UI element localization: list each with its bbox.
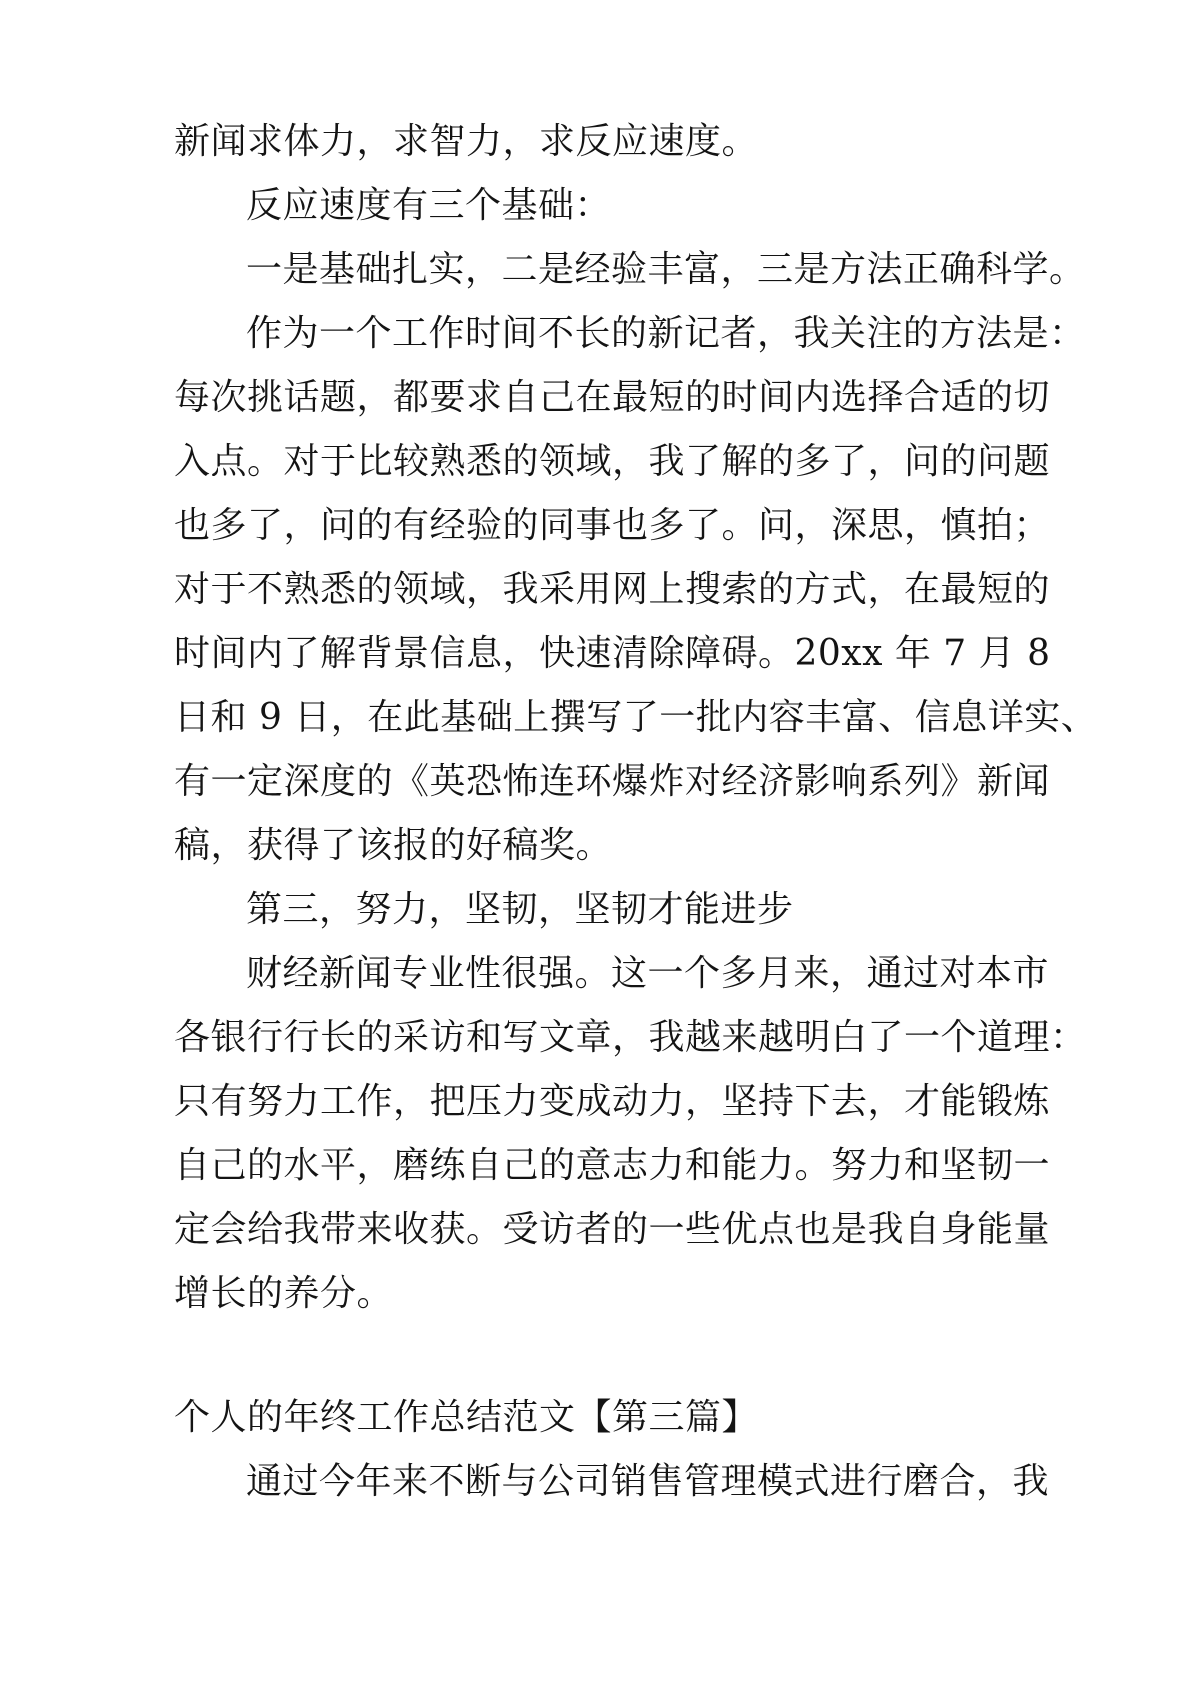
text-line: 反应速度有三个基础： bbox=[246, 185, 612, 226]
text-line: 各银行行长的采访和写文章，我越来越明白了一个道理： bbox=[174, 1017, 1087, 1058]
text-line: 时间内了解背景信息，快速清除障碍。20xx 年 7 月 8 bbox=[174, 633, 1051, 674]
text-line: 通过今年来不断与公司销售管理模式进行磨合，我 bbox=[246, 1461, 1050, 1502]
text-line: 对于不熟悉的领域，我采用网上搜索的方式，在最短的 bbox=[174, 569, 1051, 610]
text-line: 自己的水平，磨练自己的意志力和能力。努力和坚韧一 bbox=[174, 1145, 1051, 1186]
text-line: 入点。对于比较熟悉的领域，我了解的多了，问的问题 bbox=[174, 441, 1051, 482]
section-heading: 个人的年终工作总结范文【第三篇】 bbox=[174, 1397, 759, 1438]
text-line: 一是基础扎实，二是经验丰富，三是方法正确科学。 bbox=[246, 249, 1086, 290]
text-line: 日和 9 日，在此基础上撰写了一批内容丰富、信息详实、 bbox=[174, 697, 1098, 738]
text-line: 作为一个工作时间不长的新记者，我关注的方法是： bbox=[246, 313, 1086, 354]
text-line: 新闻求体力，求智力，求反应速度。 bbox=[174, 121, 759, 162]
text-line: 也多了，问的有经验的同事也多了。问，深思，慎拍； bbox=[174, 505, 1051, 546]
section-subheading: 第三，努力，坚韧，坚韧才能进步 bbox=[246, 889, 794, 930]
text-line: 定会给我带来收获。受访者的一些优点也是我自身能量 bbox=[174, 1209, 1051, 1250]
text-line: 有一定深度的《英恐怖连环爆炸对经济影响系列》新闻 bbox=[174, 761, 1051, 802]
text-line: 每次挑话题，都要求自己在最短的时间内选择合适的切 bbox=[174, 377, 1051, 418]
text-line: 财经新闻专业性很强。这一个多月来，通过对本市 bbox=[246, 953, 1050, 994]
text-line: 增长的养分。 bbox=[174, 1273, 394, 1314]
text-line: 稿，获得了该报的好稿奖。 bbox=[174, 825, 613, 866]
text-line: 只有努力工作，把压力变成动力，坚持下去，才能锻炼 bbox=[174, 1081, 1051, 1122]
